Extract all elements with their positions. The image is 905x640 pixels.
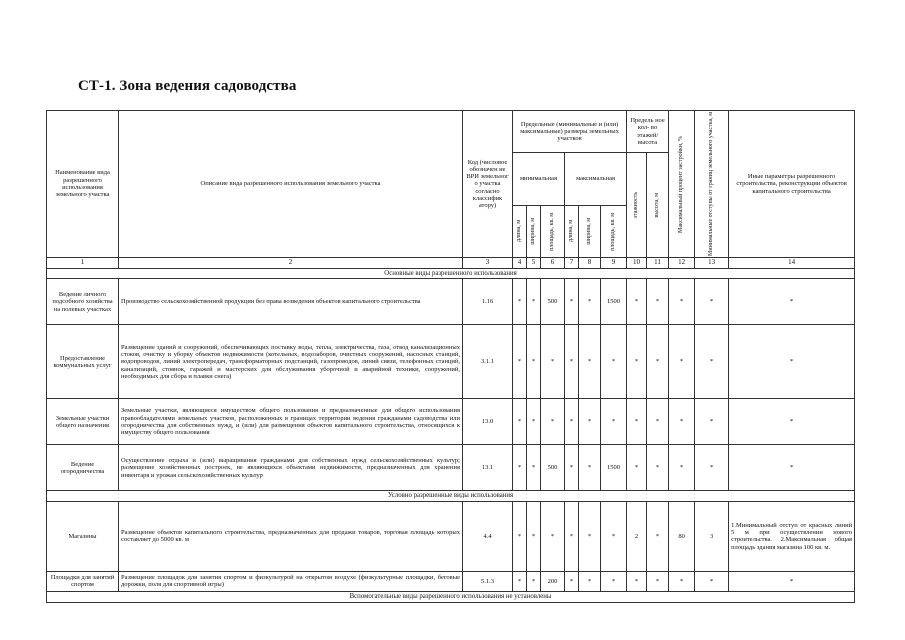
header-min: минимальная [513, 153, 565, 206]
header-min-area: площадь, кв. м [541, 205, 565, 257]
code-cell: 13.0 [463, 399, 513, 445]
use-description-cell: Размещение объектов капитального строительства, предназначенных для продажи товаров, торговая площадь которых составляет до 5000 кв. м [119, 501, 463, 571]
param-cell: * [647, 399, 669, 445]
param-cell: 1500 [601, 445, 627, 491]
param-cell: 3 [695, 501, 729, 571]
col-number: 2 [119, 257, 463, 268]
code-cell: 1.16 [463, 279, 513, 325]
use-name-cell: Ведение личного подсобного хозяйства на полевых участках [47, 279, 119, 325]
param-cell: * [513, 279, 527, 325]
use-name-cell: Площадки для занятий спортом [47, 571, 119, 591]
col-number: 1 [47, 257, 119, 268]
param-cell: * [647, 445, 669, 491]
param-cell: * [513, 399, 527, 445]
param-cell: * [513, 325, 527, 399]
header-min-width: ширина, м [527, 205, 541, 257]
page-title: СТ-1. Зона ведения садоводства [78, 78, 297, 94]
col-number: 5 [527, 257, 541, 268]
param-cell: * [579, 279, 601, 325]
param-cell: * [647, 571, 669, 591]
col-number: 14 [729, 257, 855, 268]
param-cell: * [541, 325, 565, 399]
header-floors-group: Предель ное кол- во этажей/ высота [627, 111, 669, 153]
param-cell: * [579, 325, 601, 399]
param-cell: * [579, 571, 601, 591]
param-cell: * [601, 325, 627, 399]
param-cell: * [565, 399, 579, 445]
use-description-cell: Производство сельскохозяйственной продукции без права возведения объектов капитального строительства [119, 279, 463, 325]
col-number: 9 [601, 257, 627, 268]
param-cell: * [669, 325, 695, 399]
code-cell: 3.1.1 [463, 325, 513, 399]
param-cell: * [579, 399, 601, 445]
param-cell: * [565, 279, 579, 325]
param-cell: 500 [541, 445, 565, 491]
section-conditional: Условно разрешенные виды использования [47, 491, 855, 502]
param-cell: * [647, 279, 669, 325]
param-cell: * [565, 445, 579, 491]
param-cell: * [695, 279, 729, 325]
use-name-cell: Магазины [47, 501, 119, 571]
param-cell: * [527, 501, 541, 571]
param-cell: * [513, 445, 527, 491]
table-row [47, 279, 855, 325]
param-cell: * [541, 399, 565, 445]
param-cell: 200 [541, 571, 565, 591]
param-cell: * [669, 445, 695, 491]
param-cell: 500 [541, 279, 565, 325]
section-auxiliary: Вспомогательные виды разрешенного использования не установлены [47, 591, 855, 602]
param-cell: * [513, 571, 527, 591]
param-cell: * [695, 399, 729, 445]
param-cell: * [627, 571, 647, 591]
param-cell: * [647, 325, 669, 399]
col-number: 11 [647, 257, 669, 268]
use-name-cell: Предоставление коммунальных услуг [47, 325, 119, 399]
column-numbers-row [47, 257, 855, 268]
param-cell: * [565, 325, 579, 399]
param-cell: 1500 [601, 279, 627, 325]
other-params-cell: * [729, 571, 855, 591]
use-name-cell: Земельные участки общего назначения [47, 399, 119, 445]
param-cell: 80 [669, 501, 695, 571]
param-cell: * [627, 445, 647, 491]
param-cell: * [669, 571, 695, 591]
table-row [47, 501, 855, 571]
header-description: Описание вида разрешенного использования земельного участка [119, 111, 463, 258]
col-number: 3 [463, 257, 513, 268]
other-params-cell: 1.Минимальный отступ от красных линий 5 м при осуществлении нового строительства. 2.Максимальная общая площадь здания магазина 100 кв. м. [729, 501, 855, 571]
table-row [47, 325, 855, 399]
param-cell: * [565, 501, 579, 571]
header-min-length: длина, м [513, 205, 527, 257]
param-cell: * [541, 501, 565, 571]
col-number: 7 [565, 257, 579, 268]
header-height: высота, м [647, 153, 669, 258]
col-number: 6 [541, 257, 565, 268]
col-number: 8 [579, 257, 601, 268]
param-cell: 2 [627, 501, 647, 571]
other-params-cell: * [729, 445, 855, 491]
use-description-cell: Осуществление отдыха и (или) выращивания гражданами для собственных нужд сельскохозяйственных культур; размещение хозяйственных построек, не являющихся объектами недвижимости, предназначенных для хранения инвентаря и урожая сельскохозяйственных культур [119, 445, 463, 491]
param-cell: * [527, 445, 541, 491]
header-floors: этажность [627, 153, 647, 258]
header-max: максимальная [565, 153, 627, 206]
main-rows [47, 279, 855, 491]
param-cell: * [695, 571, 729, 591]
param-cell: * [601, 399, 627, 445]
header-max-length: длина, м [565, 205, 579, 257]
header-max-area: площадь, кв. м [601, 205, 627, 257]
other-params-cell: * [729, 325, 855, 399]
header-code: Код (числовое обозначен ие ВРИ земельног о участка согласно классифик атору) [463, 111, 513, 258]
col-number: 12 [669, 257, 695, 268]
col-number: 13 [695, 257, 729, 268]
col-number: 4 [513, 257, 527, 268]
param-cell: * [647, 501, 669, 571]
param-cell: * [627, 325, 647, 399]
header-other-params: Иные параметры разрешенного строительства, реконструкции объектов капитального строительства [729, 111, 855, 258]
param-cell: * [669, 399, 695, 445]
table-row [47, 571, 855, 591]
regulation-table [46, 110, 855, 603]
use-description-cell: Размещение зданий и сооружений, обеспечивающих поставку воды, тепла, электричества, газа, отвод канализационных стоков, очистку и уборку объектов недвижимости (котельных, водозаборов, очистных сооружений, насосных станций, водопроводов, линий электропередач, трансформаторных подстанций, газопроводов, линий связи, телефонных станций, канализаций, стоянок, гаражей и мастерских для обслуживания уборочной и аварийной техники, сооружений, необходимых для сбора и плавки снега) [119, 325, 463, 399]
section-main: Основные виды разрешенного использования [47, 268, 855, 279]
code-cell: 4.4 [463, 501, 513, 571]
use-description-cell: Размещение площадок для занятия спортом и физкультурой на открытом воздухе (физкультурные площадки, беговые дорожки, поля для спортивной игры) [119, 571, 463, 591]
header-max-width: ширина, м [579, 205, 601, 257]
table-row [47, 399, 855, 445]
col-number: 10 [627, 257, 647, 268]
param-cell: * [527, 279, 541, 325]
code-cell: 5.1.3 [463, 571, 513, 591]
header-name: Наименование вида разрешенного использования земельного участка [47, 111, 119, 258]
param-cell: * [695, 445, 729, 491]
param-cell: * [565, 571, 579, 591]
param-cell: * [695, 325, 729, 399]
table-row [47, 445, 855, 491]
param-cell: * [579, 445, 601, 491]
param-cell: * [627, 279, 647, 325]
param-cell: * [669, 279, 695, 325]
header-min-setback: Минимальные отступы от границ земельного участка, м [695, 111, 729, 258]
param-cell: * [527, 399, 541, 445]
other-params-cell: * [729, 279, 855, 325]
param-cell: * [579, 501, 601, 571]
use-description-cell: Земельные участки, являющиеся имуществом общего пользования и предназначенные для общего использования правообладателями земельных участков, расположенных в границах территории ведения гражданами садоводства или огородничества для собственных нужд, и (или) для размещения объектов капитального строительства, относящихся к имуществу общего пользования [119, 399, 463, 445]
param-cell: * [527, 325, 541, 399]
param-cell: * [627, 399, 647, 445]
code-cell: 13.1 [463, 445, 513, 491]
param-cell: * [513, 501, 527, 571]
header-plot-limits: Предельные (минимальные и (или) максимальные) размеры земельных участков [513, 111, 627, 153]
param-cell: * [527, 571, 541, 591]
other-params-cell: * [729, 399, 855, 445]
header-max-coverage: Максимальный процент застройки, % [669, 111, 695, 258]
param-cell: * [601, 501, 627, 571]
param-cell: * [601, 571, 627, 591]
conditional-rows [47, 501, 855, 591]
use-name-cell: Ведение огородничества [47, 445, 119, 491]
